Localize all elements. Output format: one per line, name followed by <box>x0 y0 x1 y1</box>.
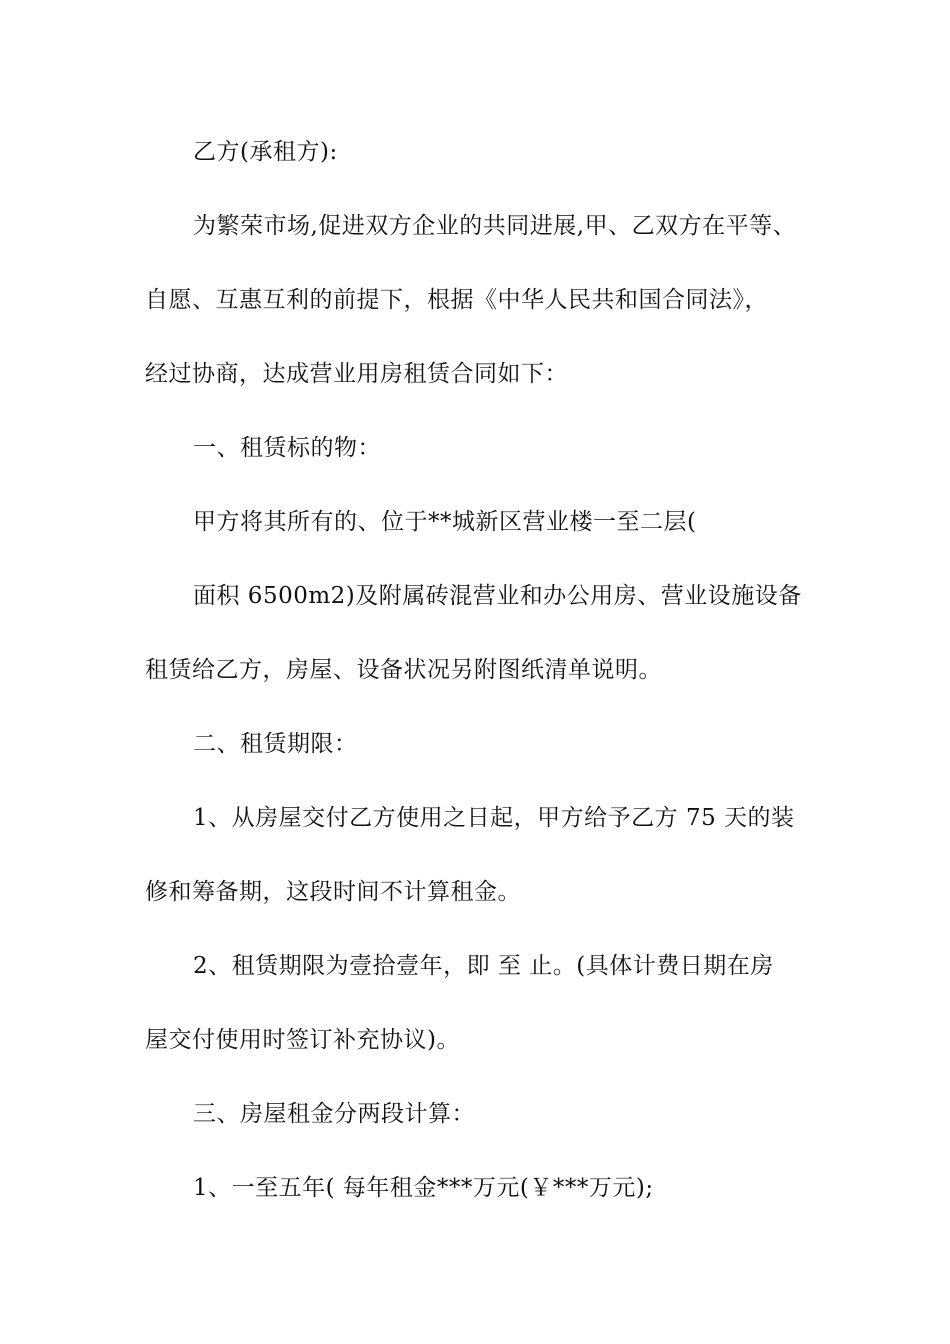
section-1-text-2: 面积 6500m2)及附属砖混营业和办公用房、营业设施设备 <box>193 583 802 609</box>
section-2-item-2-line-2: 屋交付使用时签订补充协议)。 <box>145 1027 460 1053</box>
section-2-item-1-line-1: 1、从房屋交付乙方使用之日起，甲方给予乙方 75 天的装 <box>193 805 795 831</box>
section-2-heading: 二、租赁期限： <box>193 731 358 757</box>
section-1-text-3: 租赁给乙方，房屋、设备状况另附图纸清单说明。 <box>145 657 662 683</box>
party-b-line: 乙方(承租方): <box>193 139 338 165</box>
section-3-heading: 三、房屋租金分两段计算： <box>193 1101 475 1127</box>
section-1-text-1: 甲方将其所有的、位于**城新区营业楼一至二层( <box>193 509 697 535</box>
section-2-item-1-line-2: 修和筹备期，这段时间不计算租金。 <box>145 879 521 905</box>
section-1-heading: 一、租赁标的物： <box>193 435 381 461</box>
section-3-item-1: 1、一至五年( 每年租金***万元(￥***万元); <box>193 1175 654 1201</box>
preamble-line-2: 自愿、互惠互利的前提下，根据《中华人民共和国合同法》， <box>145 287 768 313</box>
preamble-line-3: 经过协商，达成营业用房租赁合同如下： <box>145 361 568 387</box>
preamble-line-1: 为繁荣市场,促进双方企业的共同进展,甲、乙双方在平等、 <box>193 213 797 239</box>
section-2-item-2-line-1: 2、租赁期限为壹拾壹年，即 至 止。(具体计费日期在房 <box>193 953 774 979</box>
